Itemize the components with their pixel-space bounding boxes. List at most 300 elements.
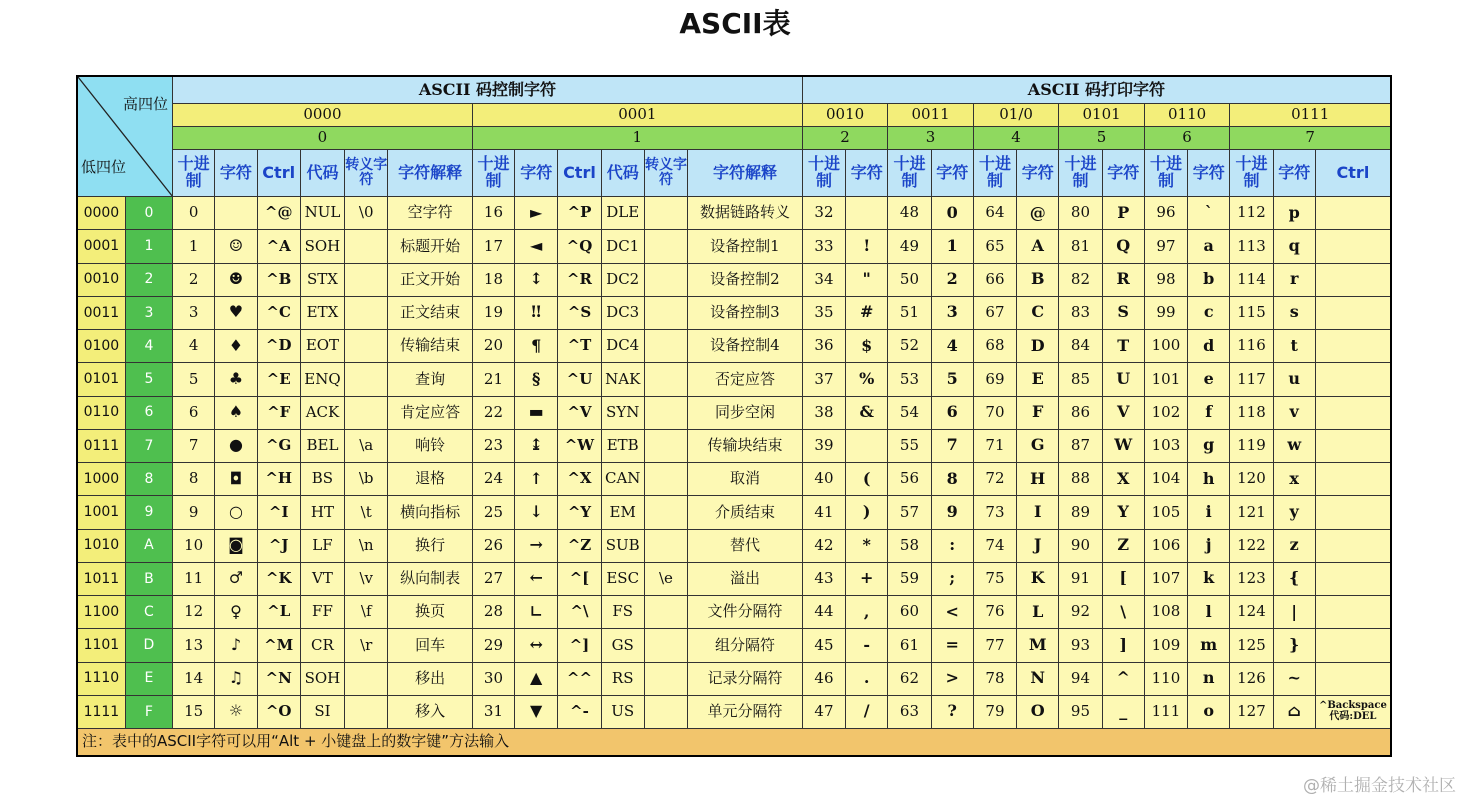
cell-desc: 文件分隔符 <box>688 596 803 629</box>
cell-desc: 回车 <box>388 629 473 662</box>
cell-desc: 替代 <box>688 529 803 562</box>
cell-dec: 44 <box>802 596 845 629</box>
group-bin-0: 0000 <box>173 104 473 127</box>
cell-dec: 62 <box>888 662 931 695</box>
cell-char: [ <box>1102 562 1144 595</box>
cell-dec: 48 <box>888 197 931 230</box>
cell-char: M <box>1017 629 1059 662</box>
cell-code: VT <box>300 562 344 595</box>
cell-char: ⌂ <box>1273 695 1315 728</box>
cell-dec: 79 <box>973 695 1016 728</box>
cell-ctrl: ^- <box>558 695 601 728</box>
cell-dec: 86 <box>1059 396 1102 429</box>
cell-char: V <box>1102 396 1144 429</box>
cell-char: c <box>1188 296 1230 329</box>
cell-char: t <box>1273 330 1315 363</box>
cell-dec: 58 <box>888 529 931 562</box>
group-hex-4: 4 <box>973 127 1059 150</box>
cell-ctrl: ^] <box>558 629 601 662</box>
cell-char: ► <box>515 197 558 230</box>
row-hex: E <box>125 662 172 695</box>
cell-escape <box>644 596 687 629</box>
cell-char: ¶ <box>515 330 558 363</box>
cell-char: _ <box>1102 695 1144 728</box>
table-row <box>77 296 1391 329</box>
cell-char: ▲ <box>515 662 558 695</box>
cell-char: / <box>846 695 888 728</box>
cell-char: O <box>1017 695 1059 728</box>
cell-char: 5 <box>931 363 973 396</box>
col-header-char: 字符 <box>1273 150 1315 197</box>
cell-dec: 107 <box>1144 562 1187 595</box>
cell-char: 9 <box>931 496 973 529</box>
cell-char: ) <box>846 496 888 529</box>
cell-escape: \t <box>345 496 388 529</box>
col-header-char: 字符 <box>1102 150 1144 197</box>
cell-desc: 设备控制3 <box>688 296 803 329</box>
row-bin: 0011 <box>77 296 125 329</box>
cell-ctrl <box>1315 296 1391 329</box>
cell-ctrl: ^X <box>558 463 601 496</box>
cell-desc: 组分隔符 <box>688 629 803 662</box>
cell-dec: 105 <box>1144 496 1187 529</box>
cell-desc: 纵向制表 <box>388 562 473 595</box>
row-hex: F <box>125 695 172 728</box>
cell-dec: 49 <box>888 230 931 263</box>
cell-char: 8 <box>931 463 973 496</box>
cell-escape: \n <box>345 529 388 562</box>
cell-code: ENQ <box>300 363 344 396</box>
cell-code: CR <box>300 629 344 662</box>
cell-escape <box>644 629 687 662</box>
table-row <box>77 330 1391 363</box>
cell-desc: 取消 <box>688 463 803 496</box>
cell-dec: 68 <box>973 330 1016 363</box>
cell-ctrl <box>1315 363 1391 396</box>
row-bin: 0010 <box>77 263 125 296</box>
cell-char: d <box>1188 330 1230 363</box>
cell-char: ☻ <box>215 263 257 296</box>
cell-dec: 42 <box>802 529 845 562</box>
row-hex: 7 <box>125 429 172 462</box>
col-header-dec: 十进制 <box>1230 150 1273 197</box>
cell-char: P <box>1102 197 1144 230</box>
group-hex-7: 7 <box>1230 127 1391 150</box>
cell-char: ● <box>215 429 257 462</box>
cell-escape <box>644 296 687 329</box>
cell-code: NAK <box>601 363 644 396</box>
row-bin: 1001 <box>77 496 125 529</box>
col-header-ctrl: Ctrl <box>1315 150 1391 197</box>
cell-dec: 65 <box>973 230 1016 263</box>
cell-dec: 118 <box>1230 396 1273 429</box>
cell-dec: 37 <box>802 363 845 396</box>
cell-char: T <box>1102 330 1144 363</box>
table-row <box>77 529 1391 562</box>
cell-char: w <box>1273 429 1315 462</box>
cell-char: 1 <box>931 230 973 263</box>
cell-dec: 108 <box>1144 596 1187 629</box>
cell-ctrl: ^J <box>257 529 300 562</box>
cell-char: ↓ <box>515 496 558 529</box>
cell-char: E <box>1017 363 1059 396</box>
cell-dec: 53 <box>888 363 931 396</box>
cell-char: b <box>1188 263 1230 296</box>
cell-char: ▬ <box>515 396 558 429</box>
cell-dec: 20 <box>472 330 514 363</box>
cell-char <box>215 197 257 230</box>
cell-char: C <box>1017 296 1059 329</box>
row-hex: 3 <box>125 296 172 329</box>
cell-char: ♫ <box>215 662 257 695</box>
cell-ctrl: ^G <box>257 429 300 462</box>
cell-ctrl: ^Backspace 代码:DEL <box>1315 695 1391 728</box>
cell-code: DC3 <box>601 296 644 329</box>
table-row <box>77 496 1391 529</box>
cell-escape <box>644 496 687 529</box>
cell-desc: 溢出 <box>688 562 803 595</box>
cell-dec: 34 <box>802 263 845 296</box>
cell-code: FS <box>601 596 644 629</box>
cell-char: z <box>1273 529 1315 562</box>
table-row <box>77 263 1391 296</box>
row-hex: C <box>125 596 172 629</box>
cell-escape <box>644 695 687 728</box>
cell-char: W <box>1102 429 1144 462</box>
col-header-code: 代码 <box>601 150 644 197</box>
cell-ctrl: ^W <box>558 429 601 462</box>
cell-escape: \r <box>345 629 388 662</box>
cell-ctrl: ^[ <box>558 562 601 595</box>
cell-ctrl: ^T <box>558 330 601 363</box>
cell-desc: 传输块结束 <box>688 429 803 462</box>
cell-ctrl: ^Q <box>558 230 601 263</box>
cell-char: a <box>1188 230 1230 263</box>
cell-dec: 103 <box>1144 429 1187 462</box>
cell-dec: 99 <box>1144 296 1187 329</box>
cell-char: + <box>846 562 888 595</box>
cell-dec: 104 <box>1144 463 1187 496</box>
cell-char: Y <box>1102 496 1144 529</box>
cell-escape <box>345 296 388 329</box>
table-row <box>77 629 1391 662</box>
cell-code: SYN <box>601 396 644 429</box>
cell-code: GS <box>601 629 644 662</box>
cell-ctrl <box>1315 629 1391 662</box>
col-header-ctrl: Ctrl <box>257 150 300 197</box>
group-hex-0: 0 <box>173 127 473 150</box>
group-bin-2: 0010 <box>802 104 888 127</box>
cell-char: < <box>931 596 973 629</box>
cell-dec: 11 <box>173 562 215 595</box>
cell-char: F <box>1017 396 1059 429</box>
cell-desc: 正文开始 <box>388 263 473 296</box>
cell-char: 0 <box>931 197 973 230</box>
cell-char: , <box>846 596 888 629</box>
cell-dec: 124 <box>1230 596 1273 629</box>
cell-desc: 正文结束 <box>388 296 473 329</box>
cell-dec: 41 <box>802 496 845 529</box>
cell-char: y <box>1273 496 1315 529</box>
cell-dec: 72 <box>973 463 1016 496</box>
col-header-char: 字符 <box>1017 150 1059 197</box>
cell-char: ( <box>846 463 888 496</box>
cell-char: p <box>1273 197 1315 230</box>
cell-dec: 66 <box>973 263 1016 296</box>
cell-char: I <box>1017 496 1059 529</box>
cell-char: j <box>1188 529 1230 562</box>
cell-char: K <box>1017 562 1059 595</box>
cell-dec: 24 <box>472 463 514 496</box>
cell-dec: 61 <box>888 629 931 662</box>
cell-desc: 换页 <box>388 596 473 629</box>
cell-escape <box>644 230 687 263</box>
cell-ctrl: ^\ <box>558 596 601 629</box>
cell-char: ↔ <box>515 629 558 662</box>
cell-dec: 109 <box>1144 629 1187 662</box>
cell-dec: 117 <box>1230 363 1273 396</box>
cell-ctrl: ^S <box>558 296 601 329</box>
cell-dec: 15 <box>173 695 215 728</box>
cell-escape: \0 <box>345 197 388 230</box>
cell-char: m <box>1188 629 1230 662</box>
cell-desc: 查询 <box>388 363 473 396</box>
cell-desc: 换行 <box>388 529 473 562</box>
cell-escape: \f <box>345 596 388 629</box>
cell-dec: 102 <box>1144 396 1187 429</box>
col-header-dec: 十进制 <box>973 150 1016 197</box>
print-section-header: ASCII 码打印字符 <box>802 76 1391 104</box>
cell-code: ETX <box>300 296 344 329</box>
cell-dec: 98 <box>1144 263 1187 296</box>
corner-high-label: 高四位 <box>123 95 169 113</box>
cell-dec: 113 <box>1230 230 1273 263</box>
col-header-desc: 字符解释 <box>388 150 473 197</box>
group-bin-5: 0101 <box>1059 104 1145 127</box>
cell-ctrl <box>1315 529 1391 562</box>
cell-dec: 10 <box>173 529 215 562</box>
col-header-dec: 十进制 <box>1059 150 1102 197</box>
row-hex: 1 <box>125 230 172 263</box>
cell-dec: 88 <box>1059 463 1102 496</box>
cell-dec: 69 <box>973 363 1016 396</box>
cell-dec: 78 <box>973 662 1016 695</box>
cell-dec: 73 <box>973 496 1016 529</box>
group-bin-3: 0011 <box>888 104 974 127</box>
cell-char: A <box>1017 230 1059 263</box>
cell-dec: 64 <box>973 197 1016 230</box>
row-bin: 0110 <box>77 396 125 429</box>
table-row <box>77 429 1391 462</box>
cell-dec: 93 <box>1059 629 1102 662</box>
cell-dec: 46 <box>802 662 845 695</box>
cell-char: r <box>1273 263 1315 296</box>
cell-char: ? <box>931 695 973 728</box>
col-header-desc: 字符解释 <box>688 150 803 197</box>
col-header-char: 字符 <box>1188 150 1230 197</box>
cell-dec: 94 <box>1059 662 1102 695</box>
cell-escape <box>345 363 388 396</box>
cell-dec: 51 <box>888 296 931 329</box>
cell-dec: 67 <box>973 296 1016 329</box>
cell-dec: 26 <box>472 529 514 562</box>
cell-dec: 47 <box>802 695 845 728</box>
col-header-dec: 十进制 <box>173 150 215 197</box>
cell-code: NUL <box>300 197 344 230</box>
cell-code: STX <box>300 263 344 296</box>
cell-desc: 同步空闲 <box>688 396 803 429</box>
cell-dec: 25 <box>472 496 514 529</box>
cell-dec: 57 <box>888 496 931 529</box>
cell-dec: 70 <box>973 396 1016 429</box>
cell-char: ∟ <box>515 596 558 629</box>
cell-dec: 123 <box>1230 562 1273 595</box>
cell-dec: 81 <box>1059 230 1102 263</box>
col-header-char: 字符 <box>846 150 888 197</box>
row-bin: 1011 <box>77 562 125 595</box>
cell-ctrl: ^O <box>257 695 300 728</box>
cell-dec: 127 <box>1230 695 1273 728</box>
group-bin-6: 0110 <box>1144 104 1230 127</box>
cell-code: DLE <box>601 197 644 230</box>
cell-code: RS <box>601 662 644 695</box>
page-title: ASCII表 <box>679 7 791 40</box>
cell-dec: 36 <box>802 330 845 363</box>
cell-dec: 63 <box>888 695 931 728</box>
cell-char: ○ <box>215 496 257 529</box>
cell-dec: 52 <box>888 330 931 363</box>
cell-char: " <box>846 263 888 296</box>
cell-char: } <box>1273 629 1315 662</box>
cell-code: US <box>601 695 644 728</box>
cell-desc: 传输结束 <box>388 330 473 363</box>
cell-char: X <box>1102 463 1144 496</box>
cell-ctrl: ^N <box>257 662 300 695</box>
table-row <box>77 562 1391 595</box>
cell-code: DC4 <box>601 330 644 363</box>
cell-ctrl <box>1315 429 1391 462</box>
cell-char: - <box>846 629 888 662</box>
table-row <box>77 396 1391 429</box>
cell-escape <box>644 463 687 496</box>
cell-ctrl: ^Z <box>558 529 601 562</box>
cell-char: ◄ <box>515 230 558 263</box>
cell-ctrl <box>1315 596 1391 629</box>
cell-dec: 110 <box>1144 662 1187 695</box>
cell-char: L <box>1017 596 1059 629</box>
cell-dec: 21 <box>472 363 514 396</box>
cell-char: u <box>1273 363 1315 396</box>
cell-dec: 1 <box>173 230 215 263</box>
cell-escape <box>644 197 687 230</box>
cell-char: x <box>1273 463 1315 496</box>
cell-escape: \v <box>345 562 388 595</box>
cell-dec: 6 <box>173 396 215 429</box>
col-header-dec: 十进制 <box>1144 150 1187 197</box>
cell-char: f <box>1188 396 1230 429</box>
cell-char: G <box>1017 429 1059 462</box>
cell-desc: 横向指标 <box>388 496 473 529</box>
cell-ctrl: ^C <box>257 296 300 329</box>
cell-ctrl <box>1315 662 1391 695</box>
table-row <box>77 197 1391 230</box>
cell-char: ♂ <box>215 562 257 595</box>
row-bin: 0101 <box>77 363 125 396</box>
cell-dec: 85 <box>1059 363 1102 396</box>
cell-char: ♣ <box>215 363 257 396</box>
cell-ctrl: ^H <box>257 463 300 496</box>
cell-char: h <box>1188 463 1230 496</box>
cell-ctrl: ^Y <box>558 496 601 529</box>
cell-dec: 17 <box>472 230 514 263</box>
cell-desc: 设备控制2 <box>688 263 803 296</box>
cell-escape <box>644 529 687 562</box>
cell-escape <box>644 396 687 429</box>
cell-char: ; <box>931 562 973 595</box>
group-hex-1: 1 <box>472 127 802 150</box>
cell-dec: 114 <box>1230 263 1273 296</box>
cell-escape: \b <box>345 463 388 496</box>
cell-dec: 40 <box>802 463 845 496</box>
row-hex: 5 <box>125 363 172 396</box>
cell-char: @ <box>1017 197 1059 230</box>
cell-desc: 设备控制1 <box>688 230 803 263</box>
cell-dec: 112 <box>1230 197 1273 230</box>
cell-dec: 100 <box>1144 330 1187 363</box>
cell-dec: 75 <box>973 562 1016 595</box>
cell-ctrl: ^A <box>257 230 300 263</box>
cell-escape <box>644 429 687 462</box>
cell-char: ↑ <box>515 463 558 496</box>
cell-desc: 设备控制4 <box>688 330 803 363</box>
cell-code: EM <box>601 496 644 529</box>
row-bin: 1100 <box>77 596 125 629</box>
cell-dec: 14 <box>173 662 215 695</box>
footnote: 注：表中的ASCII字符可以用“Alt + 小键盘上的数字键”方法输入 <box>77 729 1391 757</box>
cell-char: ♥ <box>215 296 257 329</box>
cell-char: ♪ <box>215 629 257 662</box>
cell-dec: 23 <box>472 429 514 462</box>
cell-char: % <box>846 363 888 396</box>
cell-char: U <box>1102 363 1144 396</box>
cell-ctrl: ^D <box>257 330 300 363</box>
cell-desc: 退格 <box>388 463 473 496</box>
cell-dec: 5 <box>173 363 215 396</box>
cell-ctrl: ^U <box>558 363 601 396</box>
cell-char: → <box>515 529 558 562</box>
col-header-ctrl: Ctrl <box>558 150 601 197</box>
cell-dec: 43 <box>802 562 845 595</box>
table-row <box>77 230 1391 263</box>
cell-code: BS <box>300 463 344 496</box>
cell-dec: 125 <box>1230 629 1273 662</box>
row-hex: 0 <box>125 197 172 230</box>
group-bin-7: 0111 <box>1230 104 1391 127</box>
cell-desc: 肯定应答 <box>388 396 473 429</box>
cell-char: ] <box>1102 629 1144 662</box>
cell-char: ◘ <box>215 463 257 496</box>
cell-char: # <box>846 296 888 329</box>
cell-escape <box>644 363 687 396</box>
table-row <box>77 695 1391 728</box>
cell-char: s <box>1273 296 1315 329</box>
cell-dec: 120 <box>1230 463 1273 496</box>
cell-code: SUB <box>601 529 644 562</box>
table-row <box>77 363 1391 396</box>
cell-code: SOH <box>300 230 344 263</box>
cell-desc: 介质结束 <box>688 496 803 529</box>
row-hex: 4 <box>125 330 172 363</box>
